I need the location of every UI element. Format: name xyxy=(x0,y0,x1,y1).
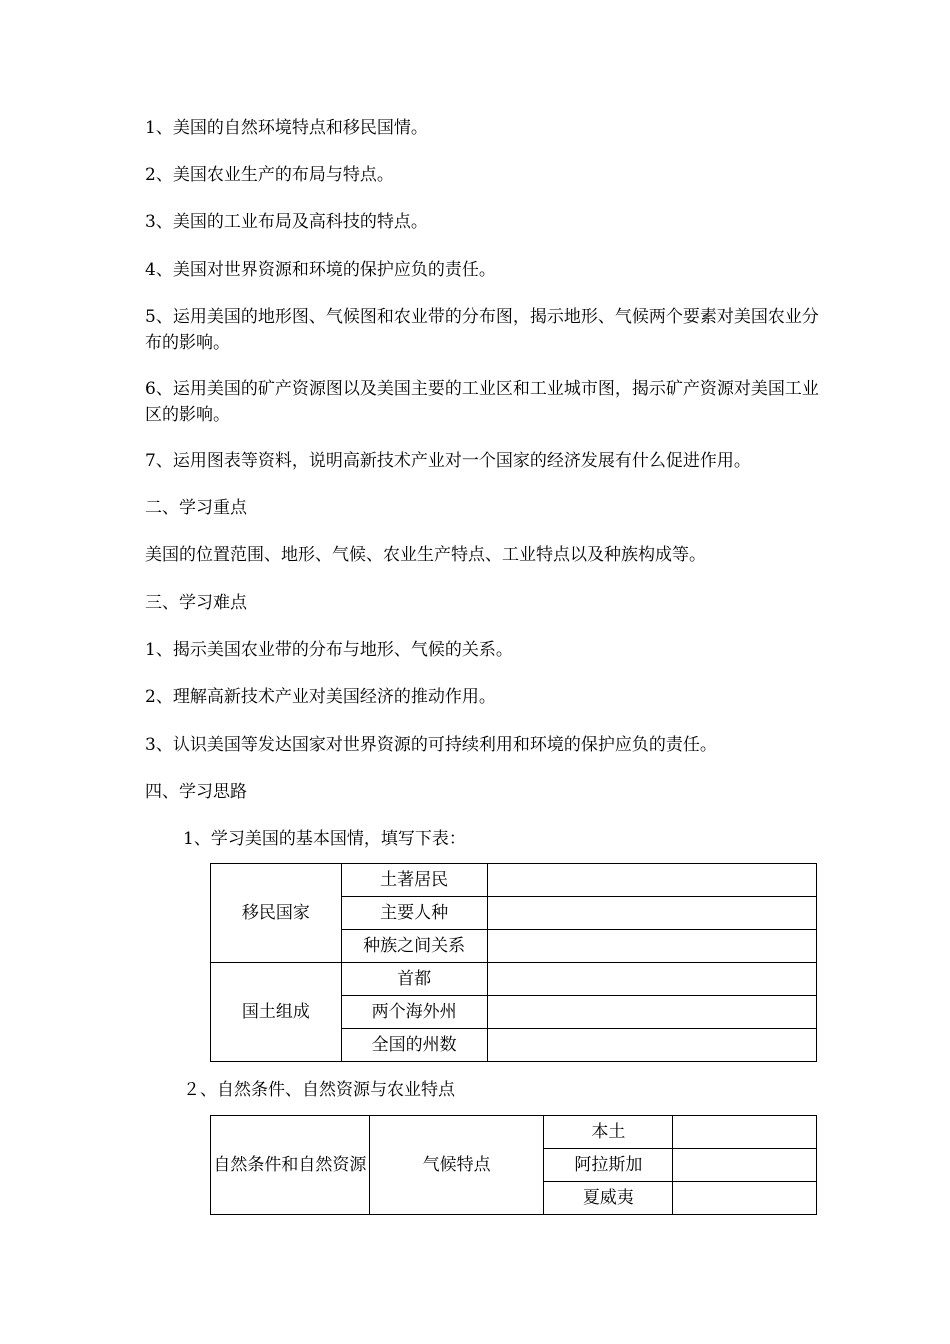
answer-cell[interactable] xyxy=(673,1116,817,1149)
row-label: 两个海外州 xyxy=(341,996,487,1029)
key-points-text: 美国的位置范围、地形、气候、农业生产特点、工业特点以及种族构成等。 xyxy=(145,545,706,565)
objective-6: 6、运用美国的矿产资源图以及美国主要的工业区和工业城市图，揭示矿产资源对美国工业区的影响。 xyxy=(145,379,819,425)
objective-1: 1、美国的自然环境特点和移民国情。 xyxy=(145,118,428,138)
row-label: 主要人种 xyxy=(341,897,487,930)
objective-2: 2、美国农业生产的布局与特点。 xyxy=(145,165,394,185)
answer-cell[interactable] xyxy=(487,864,816,897)
answer-cell[interactable] xyxy=(487,1029,816,1062)
answer-cell[interactable] xyxy=(673,1182,817,1215)
answer-cell[interactable] xyxy=(673,1149,817,1182)
difficulty-3: 3、认识美国等发达国家对世界资源的可持续利用和环境的保护应负的责任。 xyxy=(145,735,717,755)
section-heading-difficulties: 三、学习难点 xyxy=(145,593,247,613)
natural-conditions-table xyxy=(210,1115,817,1215)
difficulty-1: 1、揭示美国农业带的分布与地形、气候的关系。 xyxy=(145,640,513,660)
row-label: 夏威夷 xyxy=(544,1182,673,1215)
group-label-natural-conditions: 自然条件和自然资源 xyxy=(211,1116,370,1215)
task-2-instruction: ２、自然条件、自然资源与农业特点 xyxy=(183,1080,455,1100)
answer-cell[interactable] xyxy=(487,897,816,930)
category-label-climate: 气候特点 xyxy=(369,1116,544,1215)
table-row xyxy=(211,864,817,897)
objective-7: 7、运用图表等资料，说明高新技术产业对一个国家的经济发展有什么促进作用。 xyxy=(145,451,751,471)
row-label: 土著居民 xyxy=(341,864,487,897)
answer-cell[interactable] xyxy=(487,996,816,1029)
objective-5: 5、运用美国的地形图、气候图和农业带的分布图，揭示地形、气候两个要素对美国农业分布的影响。 xyxy=(145,307,819,353)
objective-3: 3、美国的工业布局及高科技的特点。 xyxy=(145,212,428,232)
section-heading-approach: 四、学习思路 xyxy=(145,782,247,802)
task-1-instruction: 1、学习美国的基本国情，填写下表： xyxy=(183,829,466,849)
row-label: 阿拉斯加 xyxy=(544,1149,673,1182)
table-row xyxy=(211,1116,817,1149)
row-label: 全国的州数 xyxy=(341,1029,487,1062)
answer-cell[interactable] xyxy=(487,930,816,963)
row-label: 种族之间关系 xyxy=(341,930,487,963)
table-row xyxy=(211,963,817,996)
group-label-immigrant-country: 移民国家 xyxy=(211,864,342,963)
objective-4: 4、美国对世界资源和环境的保护应负的责任。 xyxy=(145,260,496,280)
group-label-territory: 国土组成 xyxy=(211,963,342,1062)
row-label: 首都 xyxy=(341,963,487,996)
basic-info-table xyxy=(210,863,817,1062)
section-heading-key-points: 二、学习重点 xyxy=(145,498,247,518)
difficulty-2: 2、理解高新技术产业对美国经济的推动作用。 xyxy=(145,687,496,707)
answer-cell[interactable] xyxy=(487,963,816,996)
row-label: 本土 xyxy=(544,1116,673,1149)
